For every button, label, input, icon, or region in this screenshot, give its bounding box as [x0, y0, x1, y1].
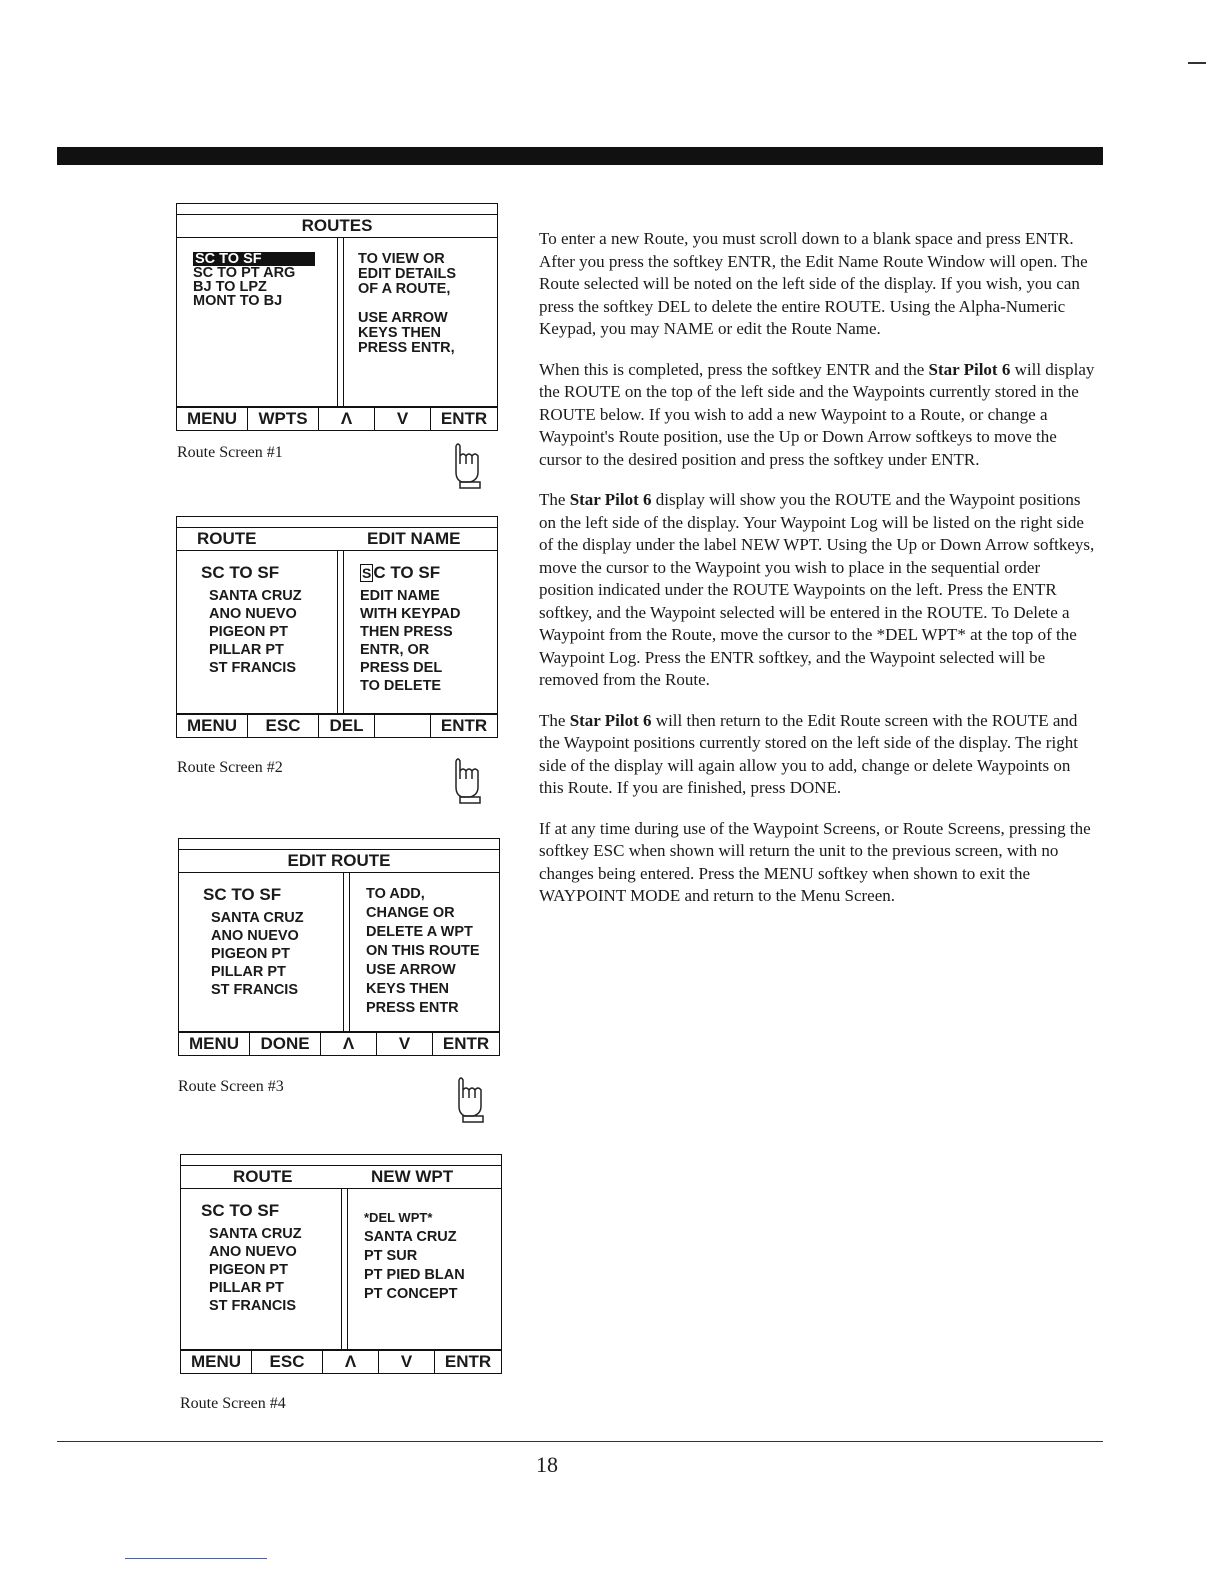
paragraph: To enter a new Route, you must scroll down to a blank space and press ENTR. After you press the softkey ENTR, the Edit Name Route Window will open. The Route selected will be noted on the left side of the display. If you wish, you can press the softkey DEL to delete the entire ROUTE. Using the Alpha-Numeric Keypad, you may NAME or edit the Route Name. — [539, 229, 1088, 338]
waypoint-log-item[interactable]: PT CONCEPT — [364, 1286, 458, 1302]
screen-title: ROUTES — [301, 216, 373, 235]
softkey-bar — [180, 1350, 502, 1374]
softkey-esc[interactable]: ESC — [248, 715, 319, 737]
paragraph: The Star Pilot 6 display will show you the ROUTE and the Waypoint positions on the left side of the display. Your Waypoint Log will be listed on the right side of the display under the label NEW WPT. Using the Up or Down Arrow softkeys, move the cursor to the Waypoint you wish to place in the sequential order position indicated under the ROUTE Waypoints on the left. Press the ENTR softkey, and the Waypoint selected will be entered in the ROUTE. To Delete a Waypoint from the Route, move the cursor to the *DEL WPT* at the top of the Waypoint Log. Press the ENTR softkey, and the Waypoint selected will be removed from the Route. — [539, 490, 1095, 689]
list-item[interactable]: ST FRANCIS — [209, 1298, 296, 1314]
softkey-up[interactable]: Λ — [321, 1033, 377, 1055]
page-number: 18 — [536, 1452, 558, 1477]
product-name: Star Pilot 6 — [569, 490, 652, 509]
paragraph: When this is completed, press the softkey ENTR and the Star Pilot 6 will display the ROUTE on the top of the left side and the Waypoints currently stored in the ROUTE below. If you wish to add a new Waypoint to a Route, or change a Waypoint's Route position, use the Up or Down Arrow softkeys to move the cursor to the desired position and press the softkey under ENTR. — [539, 359, 1095, 469]
paragraph: If at any time during use of the Waypoint Screens, or Route Screens, pressing the softkey ESC when shown will return the unit to the previous screen, with no changes being entered. Press the MENU softkey when shown to exit the WAYPOINT MODE and return to the Menu Screen. — [539, 818, 1091, 905]
route-screen-3 — [178, 838, 500, 1056]
instruction-line: TO VIEW OR — [358, 251, 445, 267]
instruction-line: THEN PRESS — [360, 624, 453, 640]
softkey-bar — [178, 1032, 500, 1056]
route-screen-1 — [176, 203, 498, 431]
softkey-up[interactable]: Λ — [323, 1351, 379, 1373]
caption-route-screen-2: Route Screen #2 — [177, 759, 283, 776]
softkey-entr[interactable]: ENTR — [440, 716, 488, 735]
screen-header — [179, 849, 499, 873]
body-text — [539, 228, 1099, 926]
softkey-entr[interactable]: ENTR — [444, 1352, 492, 1371]
column-divider — [343, 873, 350, 1031]
route-screen-4 — [180, 1154, 502, 1374]
text-cursor: S — [362, 565, 372, 581]
screen-title-right: NEW WPT — [371, 1167, 454, 1186]
screen-title-right: EDIT NAME — [367, 529, 461, 548]
waypoint-log-item[interactable]: SANTA CRUZ — [364, 1229, 457, 1245]
instruction-line: TO ADD, — [366, 886, 425, 902]
product-name: Star Pilot 6 — [569, 710, 652, 730]
route-screen-2 — [176, 516, 498, 738]
waypoint-log-item[interactable]: PT SUR — [364, 1248, 418, 1264]
instruction-line: EDIT NAME — [360, 588, 440, 604]
caption-route-screen-4: Route Screen #4 — [180, 1395, 286, 1412]
softkey-menu[interactable]: MENU — [181, 1351, 252, 1373]
softkey-menu[interactable]: MENU — [177, 715, 248, 737]
softkey-done[interactable]: DONE — [250, 1033, 321, 1055]
column-divider — [337, 238, 344, 406]
softkey-down[interactable]: V — [375, 408, 431, 430]
list-item[interactable]: ST FRANCIS — [209, 660, 296, 676]
instruction-line: USE ARROW — [366, 962, 456, 978]
caption-route-screen-1: Route Screen #1 — [177, 444, 283, 461]
instruction-line: PRESS DEL — [360, 660, 443, 676]
list-item[interactable]: SC TO SF — [193, 252, 337, 266]
route-name: SC TO SF — [201, 563, 280, 582]
instruction-line: DELETE A WPT — [366, 924, 473, 940]
route-name: SC TO SF — [201, 1201, 280, 1220]
list-item[interactable]: PILLAR PT — [209, 642, 284, 658]
softkey-wpts[interactable]: WPTS — [248, 408, 319, 430]
screen-title-left: ROUTE — [197, 529, 257, 548]
list-item[interactable]: MONT TO BJ — [193, 293, 283, 309]
instruction-line: ON THIS ROUTE — [366, 943, 480, 959]
list-item[interactable]: PILLAR PT — [211, 964, 286, 980]
list-item[interactable]: ANO NUEVO — [209, 606, 297, 622]
softkey-bar — [176, 407, 498, 431]
instruction-line: TO DELETE — [360, 678, 442, 694]
column-divider — [337, 551, 344, 713]
instruction-line: EDIT DETAILS — [358, 266, 457, 282]
softkey-up[interactable]: Λ — [319, 408, 375, 430]
screen-header — [177, 527, 497, 551]
instruction-line: KEYS THEN — [366, 981, 449, 997]
softkey-down[interactable]: V — [377, 1033, 433, 1055]
softkey-bar — [176, 714, 498, 738]
pointing-hand-icon — [452, 757, 488, 805]
list-item[interactable]: PIGEON PT — [209, 624, 288, 640]
pointing-hand-icon — [452, 442, 488, 490]
screen-header — [177, 214, 497, 238]
list-item[interactable]: SC TO PT ARG — [193, 265, 296, 281]
screen-title-left: ROUTE — [233, 1167, 293, 1186]
column-divider — [341, 1189, 348, 1349]
instruction-line: CHANGE OR — [366, 905, 455, 921]
waypoint-log-item[interactable]: *DEL WPT* — [364, 1210, 433, 1225]
route-name-input[interactable]: S C TO SF — [362, 563, 441, 582]
screen-header — [181, 1165, 501, 1189]
list-item[interactable]: SANTA CRUZ — [209, 1226, 302, 1242]
softkey-del[interactable]: DEL — [319, 715, 375, 737]
route-name: SC TO SF — [203, 885, 282, 904]
list-item[interactable]: ANO NUEVO — [211, 928, 299, 944]
header-bar — [57, 147, 1103, 165]
footer-underline — [125, 1558, 267, 1559]
softkey-menu[interactable]: MENU — [179, 1033, 250, 1055]
list-item[interactable]: PIGEON PT — [209, 1262, 288, 1278]
softkey-blank — [375, 715, 431, 737]
softkey-menu[interactable]: MENU — [177, 408, 248, 430]
instruction-line: KEYS THEN — [358, 325, 441, 341]
softkey-entr[interactable]: ENTR — [442, 1034, 490, 1053]
instruction-line: OF A ROUTE, — [358, 281, 451, 297]
list-item[interactable]: ST FRANCIS — [211, 982, 298, 998]
instruction-line: PRESS ENTR — [366, 1000, 459, 1016]
list-item[interactable]: SANTA CRUZ — [209, 588, 302, 604]
pointing-hand-icon — [455, 1076, 491, 1124]
instruction-line: PRESS ENTR, — [358, 340, 455, 356]
list-item[interactable]: PILLAR PT — [209, 1280, 284, 1296]
corner-mark — [1188, 62, 1206, 64]
list-item[interactable]: ANO NUEVO — [209, 1244, 297, 1260]
product-name: Star Pilot 6 — [928, 359, 1011, 379]
list-item[interactable]: SANTA CRUZ — [211, 910, 304, 926]
footer-rule — [57, 1441, 1103, 1442]
softkey-down[interactable]: V — [379, 1351, 435, 1373]
instruction-line: WITH KEYPAD — [360, 606, 461, 622]
screen-title: EDIT ROUTE — [287, 851, 391, 870]
list-item[interactable]: PIGEON PT — [211, 946, 290, 962]
list-item[interactable]: BJ TO LPZ — [193, 279, 267, 295]
caption-route-screen-3: Route Screen #3 — [178, 1078, 284, 1095]
softkey-esc[interactable]: ESC — [252, 1351, 323, 1373]
paragraph: The Star Pilot 6 will then return to the Edit Route screen with the ROUTE and the Waypoint positions currently stored on the left side of the display. The right side of the display will again allow you to add, change or delete Waypoints on this Route. If you are finished, press DONE. — [539, 710, 1078, 797]
softkey-entr[interactable]: ENTR — [440, 409, 488, 428]
instruction-line: ENTR, OR — [360, 642, 430, 658]
waypoint-log-item[interactable]: PT PIED BLAN — [364, 1267, 465, 1283]
instruction-line: USE ARROW — [358, 310, 448, 326]
